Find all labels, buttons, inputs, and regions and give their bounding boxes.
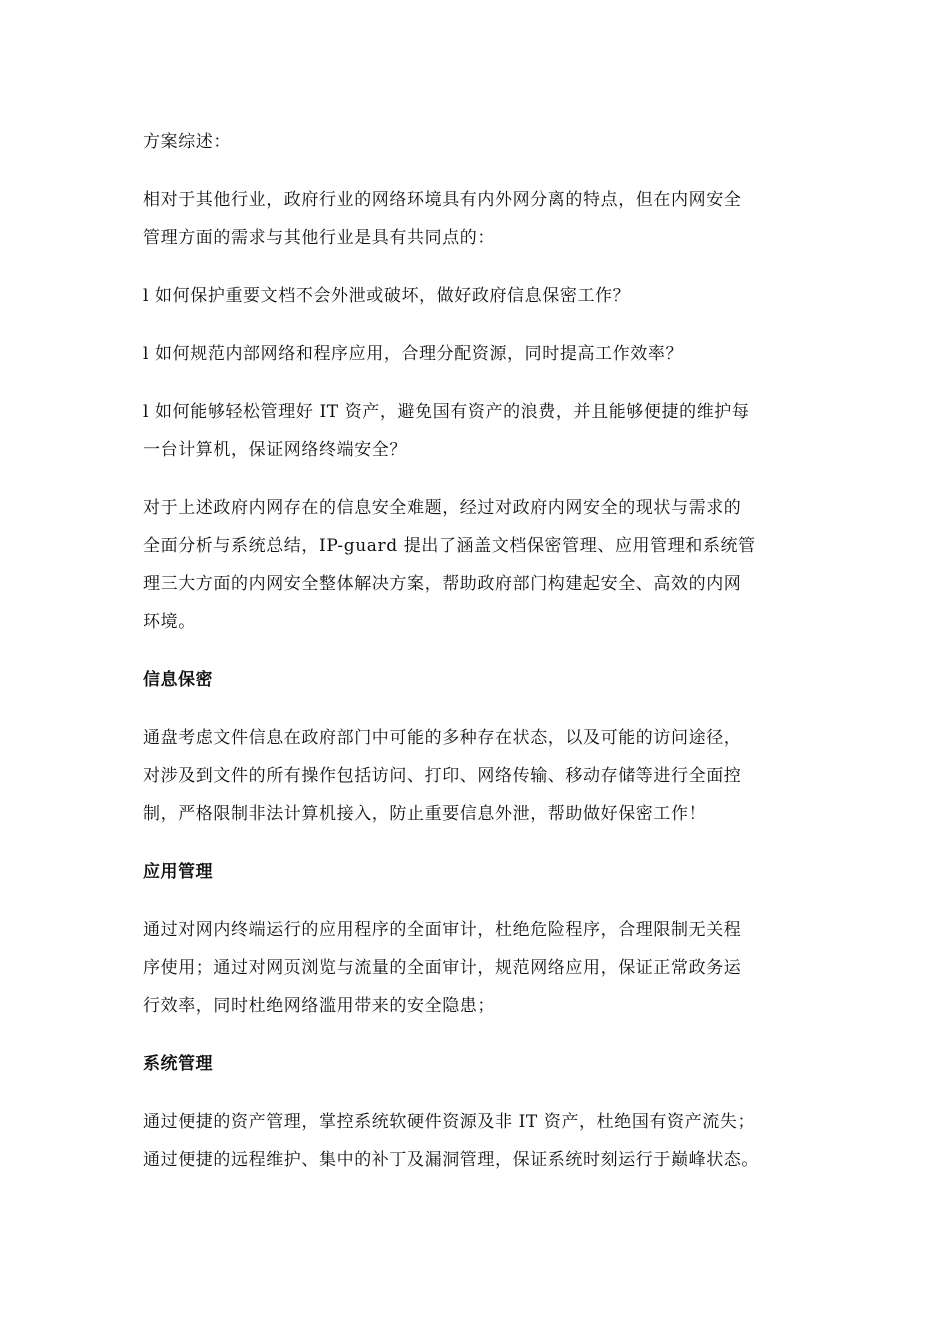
solution-line: 理三大方面的内网安全整体解决方案，帮助政府部门构建起安全、高效的内网 [143,574,742,594]
spacer [143,891,823,911]
question-line: 一台计算机，保证网络终端安全？ [143,440,407,460]
section-line: 行效率，同时杜绝网络滥用带来的安全隐患； [143,996,495,1016]
overview-title [143,123,823,161]
section-heading-info-security: 信息保密 [143,670,213,690]
solution-line: 环境。 [143,612,196,632]
document-page [143,123,823,1179]
section-heading-system-management: 系统管理 [143,1054,213,1074]
spacer [143,257,823,277]
section-heading-app-management: 应用管理 [143,862,213,882]
spacer [143,641,823,661]
question-line: l 如何保护重要文档不会外泄或破坏，做好政府信息保密工作？ [143,286,631,306]
spacer [143,699,823,719]
overview-title-text: 方案综述： [143,132,231,152]
spacer [143,315,823,335]
spacer [143,469,823,489]
section-line: 通过对网内终端运行的应用程序的全面审计，杜绝危险程序，合理限制无关程 [143,920,742,940]
intro-line: 管理方面的需求与其他行业是具有共同点的： [143,228,495,248]
section-line: 通过便捷的资产管理，掌控系统软硬件资源及非 IT 资产，杜绝国有资产流失； [143,1112,756,1132]
section-body-app-management [143,911,823,1025]
spacer [143,833,823,853]
section-line: 通盘考虑文件信息在政府部门中可能的多种存在状态，以及可能的访问途径， [143,728,742,748]
solution-line: 对于上述政府内网存在的信息安全难题，经过对政府内网安全的现状与需求的 [143,498,742,518]
section-line: 对涉及到文件的所有操作包括访问、打印、网络传输、移动存储等进行全面控 [143,766,742,786]
question-item [143,393,823,469]
question-line: l 如何能够轻松管理好 IT 资产，避免国有资产的浪费，并且能够便捷的维护每 [143,402,750,422]
section-line: 制，严格限制非法计算机接入，防止重要信息外泄，帮助做好保密工作！ [143,804,707,824]
question-item [143,277,823,315]
section-line: 通过便捷的远程维护、集中的补丁及漏洞管理，保证系统时刻运行于巅峰状态。 [143,1150,759,1170]
spacer [143,1083,823,1103]
solution-paragraph [143,489,823,641]
spacer [143,1025,823,1045]
section-body-system-management [143,1103,823,1179]
question-item [143,335,823,373]
spacer [143,161,823,181]
intro-paragraph [143,181,823,257]
section-body-info-security [143,719,823,833]
spacer [143,373,823,393]
question-line: l 如何规范内部网络和程序应用，合理分配资源，同时提高工作效率？ [143,344,684,364]
intro-line: 相对于其他行业，政府行业的网络环境具有内外网分离的特点，但在内网安全 [143,190,742,210]
section-line: 序使用；通过对网页浏览与流量的全面审计，规范网络应用，保证正常政务运 [143,958,742,978]
solution-line: 全面分析与系统总结，IP-guard 提出了涵盖文档保密管理、应用管理和系统管 [143,536,756,556]
